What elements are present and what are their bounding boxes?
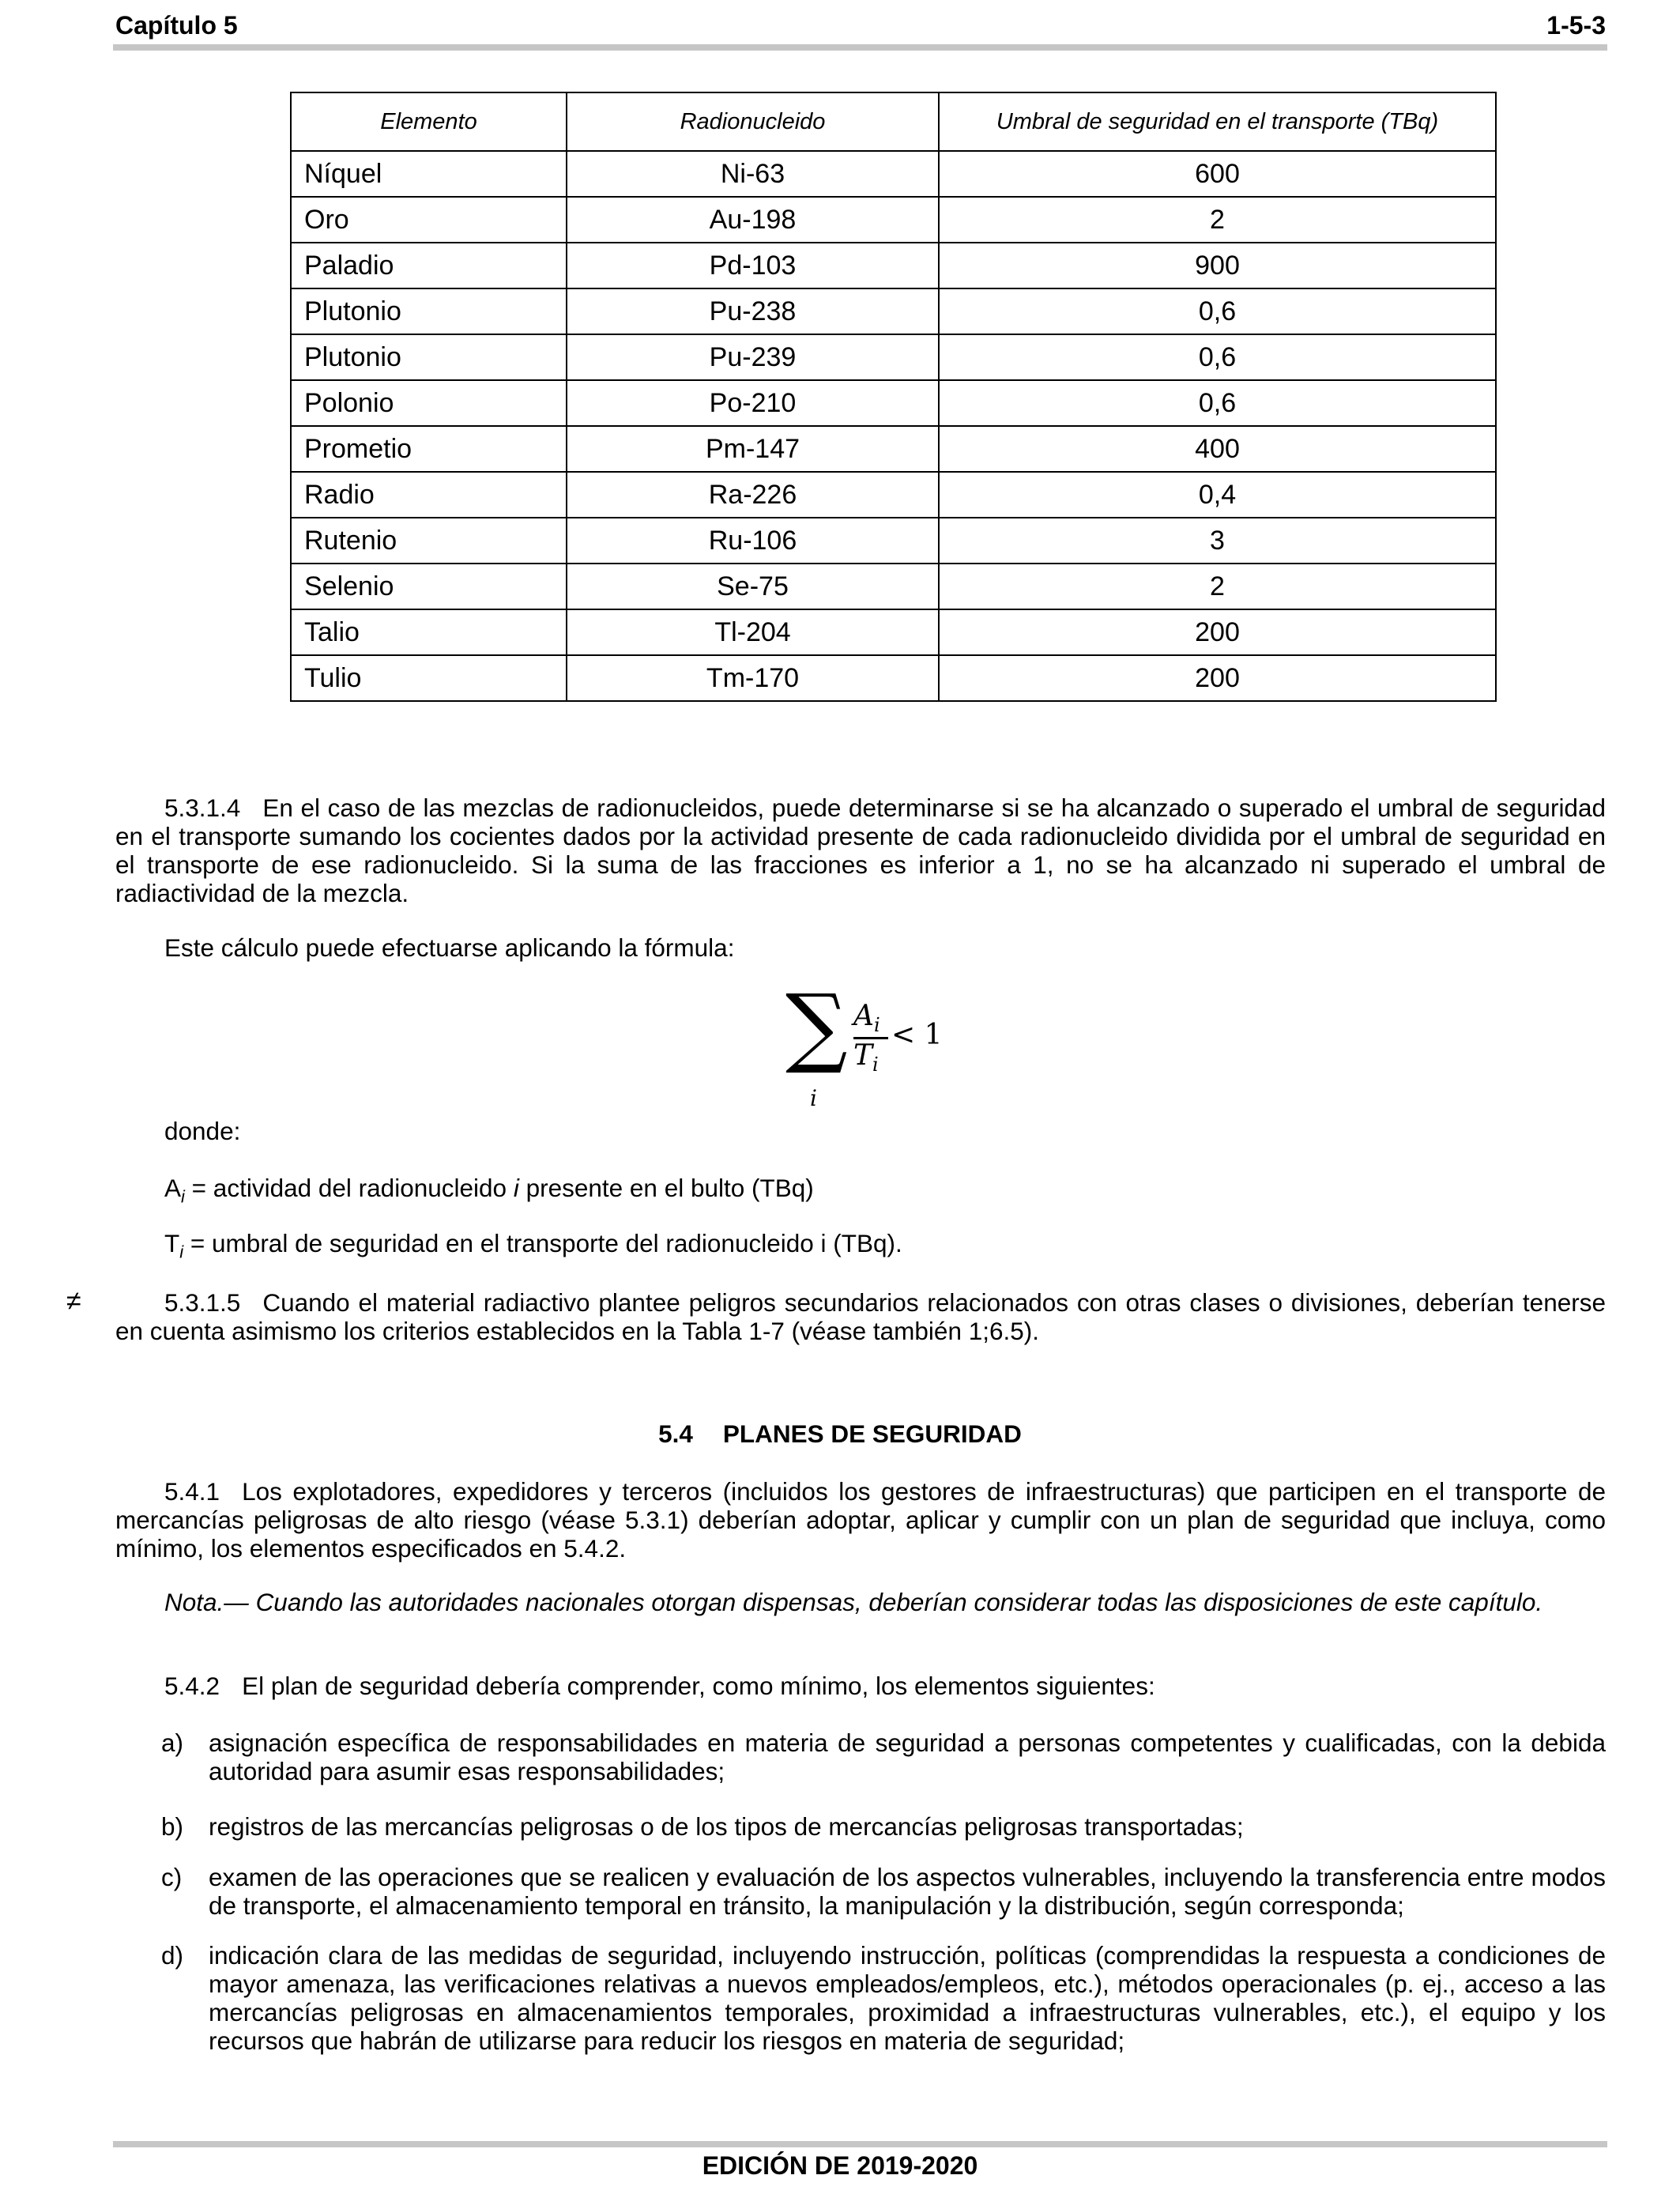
threshold-cell: 900 xyxy=(939,243,1496,288)
sum-index: i xyxy=(810,1085,817,1111)
paragraph-number: 5.4.1 xyxy=(164,1477,220,1506)
formula-denominator: $T_i$ xyxy=(853,1039,879,1076)
threshold-cell: 200 xyxy=(939,609,1496,655)
radionuclide-cell: Po-210 xyxy=(567,380,939,426)
threshold-cell: 0,4 xyxy=(939,472,1496,518)
table-row xyxy=(291,609,1496,655)
table-row xyxy=(291,472,1496,518)
threshold-cell: 0,6 xyxy=(939,380,1496,426)
donde-label: donde: xyxy=(164,1117,241,1145)
paragraph-5-4-1 xyxy=(115,1477,1606,1563)
threshold-cell: 0,6 xyxy=(939,288,1496,334)
table-row xyxy=(291,151,1496,197)
element-cell: Paladio xyxy=(291,243,567,288)
radionuclide-cell: Pm-147 xyxy=(567,426,939,472)
paragraph-5-3-1-4 xyxy=(115,794,1606,907)
sigma-symbol: ∑ xyxy=(785,975,848,1076)
table-row xyxy=(291,288,1496,334)
list-item: c) examen de las operaciones que se realicen y evaluación de los aspectos vulnerables, incluyendo la transferencia entre modos de transporte, el almacenamiento temporal en tránsito, la manipulación y la distribución, según corresponda; xyxy=(161,1863,1606,1920)
column-header: Radionucleido xyxy=(567,92,939,151)
table-row xyxy=(291,334,1496,380)
threshold-cell: 400 xyxy=(939,426,1496,472)
paragraph-number: 5.4.2 xyxy=(164,1672,220,1700)
element-cell: Oro xyxy=(291,197,567,243)
table-row xyxy=(291,197,1496,243)
paragraph-5-4-2 xyxy=(115,1672,1606,1700)
list-item: d) indicación clara de las medidas de seguridad, incluyendo instrucción, políticas (comprendidas la respuesta a condiciones de mayor amenaza, las verificaciones relativas a nuevos empleados/empleos, etc.), métodos operacionales (p. ej., acceso a las mercancías peligrosas en almacenamientos temporales, proximidad a infraestructuras vulnerables, etc.), el equipo y los recursos que habrán de utilizarse para reducir los riesgos en materia de seguridad; xyxy=(161,1941,1606,2055)
element-cell: Rutenio xyxy=(291,518,567,564)
element-cell: Plutonio xyxy=(291,334,567,380)
paragraph-text: El plan de seguridad debería comprender, como mínimo, los elementos siguientes: xyxy=(242,1672,1155,1700)
element-cell: Níquel xyxy=(291,151,567,197)
radionuclide-cell: Tm-170 xyxy=(567,655,939,701)
column-header: Elemento xyxy=(291,92,567,151)
element-cell: Polonio xyxy=(291,380,567,426)
summation-formula xyxy=(774,975,964,1118)
page-number: 1-5-3 xyxy=(1546,10,1606,40)
radionuclide-cell: Ru-106 xyxy=(567,518,939,564)
radionuclide-cell: Pu-238 xyxy=(567,288,939,334)
threshold-cell: 2 xyxy=(939,197,1496,243)
radionuclide-cell: Tl-204 xyxy=(567,609,939,655)
element-cell: Radio xyxy=(291,472,567,518)
radionuclide-cell: Ni-63 xyxy=(567,151,939,197)
table-row xyxy=(291,426,1496,472)
paragraph-text: Cuando el material radiactivo plantee peligros secundarios relacionados con otras clases o divisiones, deberían tenerse en cuenta asimismo los criterios establecidos en la Tabla 1-7 (véase también 1;6.5). xyxy=(115,1288,1606,1345)
definition-t: $T_i$ = umbral de seguridad en el transporte del radionucleido i (TBq). xyxy=(164,1229,902,1262)
table-row xyxy=(291,518,1496,564)
paragraph-number: 5.3.1.5 xyxy=(164,1288,241,1317)
threshold-cell: 0,6 xyxy=(939,334,1496,380)
radionuclide-cell: Pu-239 xyxy=(567,334,939,380)
paragraph-5-3-1-5 xyxy=(115,1288,1606,1345)
formula-relation: < 1 xyxy=(891,1019,943,1051)
element-cell: Plutonio xyxy=(291,288,567,334)
table-row xyxy=(291,564,1496,609)
definition-a: $A_i$ = actividad del radionucleido i presente en el bulto (TBq) xyxy=(164,1174,814,1207)
note-text: Cuando las autoridades nacionales otorgan dispensas, deberían considerar todas las disposiciones de este capítulo. xyxy=(255,1588,1543,1616)
threshold-cell: 600 xyxy=(939,151,1496,197)
element-cell: Talio xyxy=(291,609,567,655)
threshold-cell: 3 xyxy=(939,518,1496,564)
radionuclide-cell: Pd-103 xyxy=(567,243,939,288)
column-header: Umbral de seguridad en el transporte (TBq) xyxy=(939,92,1496,151)
note xyxy=(115,1588,1606,1616)
table-row xyxy=(291,380,1496,426)
element-cell: Tulio xyxy=(291,655,567,701)
edition-footer: EDICIÓN DE 2019-2020 xyxy=(702,2151,978,2180)
note-label: Nota.— xyxy=(164,1588,249,1616)
radionuclide-cell: Se-75 xyxy=(567,564,939,609)
page-header xyxy=(115,0,1606,51)
paragraph-number: 5.3.1.4 xyxy=(164,794,241,822)
formula-numerator: $A_i$ xyxy=(853,1000,880,1037)
table-row xyxy=(291,243,1496,288)
threshold-cell: 200 xyxy=(939,655,1496,701)
threshold-cell: 2 xyxy=(939,564,1496,609)
element-cell: Selenio xyxy=(291,564,567,609)
radionuclide-cell: Ra-226 xyxy=(567,472,939,518)
radionuclide-cell: Au-198 xyxy=(567,197,939,243)
formula-intro: Este cálculo puede efectuarse aplicando la fórmula: xyxy=(164,933,735,962)
change-mark: ≠ xyxy=(66,1286,81,1316)
chapter-title: Capítulo 5 xyxy=(115,10,238,40)
paragraph-text: Los explotadores, expedidores y terceros (incluidos los gestores de infraestructuras) que participen en el transporte de mercancías peligrosas de alto riesgo (véase 5.3.1) deberían adoptar, aplicar y cumplir con un plan de seguridad que incluya, como mínimo, los elementos especificados en 5.4.2. xyxy=(115,1477,1606,1563)
table-row xyxy=(291,655,1496,701)
footer-rule xyxy=(113,2141,1607,2147)
section-heading: 5.4 PLANES DE SEGURIDAD xyxy=(658,1419,1022,1448)
radionuclide-table xyxy=(290,92,1497,702)
list-item: b) registros de las mercancías peligrosas o de los tipos de mercancías peligrosas transportadas; xyxy=(161,1812,1244,1841)
paragraph-text: En el caso de las mezclas de radionucleidos, puede determinarse si se ha alcanzado o superado el umbral de seguridad en el transporte sumando los cocientes dados por la actividad presente de cada radionucleido dividida por el umbral de seguridad en el transporte de ese radionucleido. Si la suma de las fracciones es inferior a 1, no se ha alcanzado ni superado el umbral de radiactividad de la mezcla. xyxy=(115,794,1606,907)
element-cell: Prometio xyxy=(291,426,567,472)
table-header-row xyxy=(291,92,1496,151)
list-item: a) asignación específica de responsabilidades en materia de seguridad a personas competentes y cualificadas, con la debida autoridad para asumir esas responsabilidades; xyxy=(161,1728,1606,1785)
header-rule xyxy=(113,44,1607,51)
